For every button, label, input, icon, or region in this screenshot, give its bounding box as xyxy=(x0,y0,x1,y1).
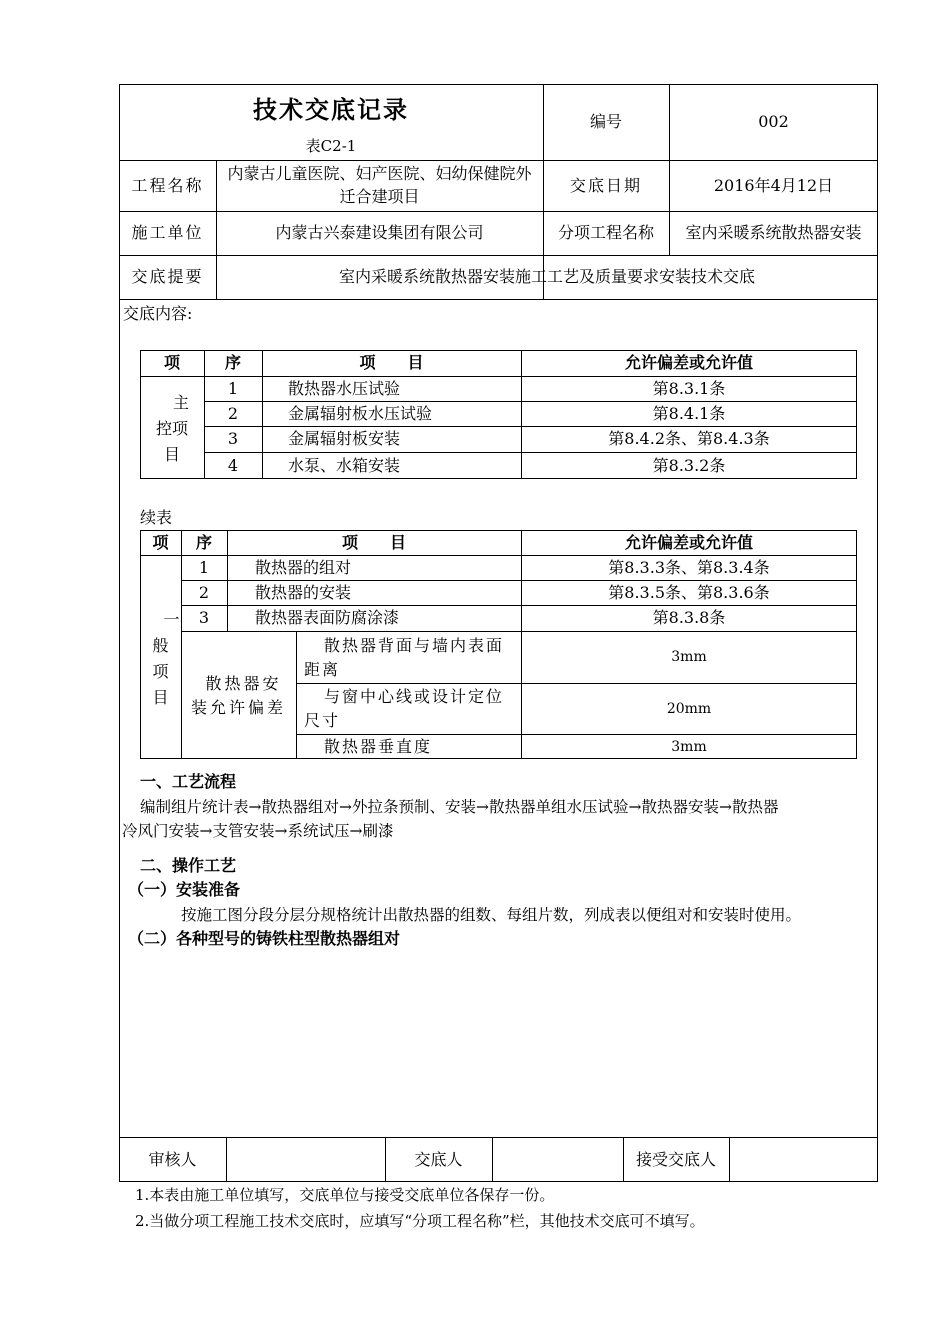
project-label: 工程名称 xyxy=(131,175,204,195)
row-divider xyxy=(119,299,878,300)
table2-row-no: 3 xyxy=(198,608,210,627)
table2-sub-item xyxy=(304,685,519,733)
section1-title: 一、工艺流程 xyxy=(140,772,237,791)
unit-value: 内蒙古兴泰建设集团有限公司 xyxy=(275,223,484,242)
table1-header-value: 允许偏差或允许值 xyxy=(624,353,753,372)
project-value-line2: 迁合建项目 xyxy=(339,187,420,206)
sub-item-line: 尺寸 xyxy=(304,711,341,730)
table1-header-no: 序 xyxy=(224,353,241,372)
table1-row-no: 3 xyxy=(227,429,239,448)
table1-row-no: 2 xyxy=(227,403,239,423)
sub-item-line: 散热器垂直度 xyxy=(324,737,433,756)
table2-header-value: 允许偏差或允许值 xyxy=(624,532,753,552)
table1-header-item: 项 目 xyxy=(359,353,424,372)
form-code: 表C2-1 xyxy=(305,137,357,155)
table2-group-label xyxy=(140,607,181,711)
number-value: 002 xyxy=(758,112,789,131)
table1-row-item: 散热器水压试验 xyxy=(288,378,401,398)
table2-row-value: 第8.3.8条 xyxy=(652,608,726,627)
discloser-field[interactable] xyxy=(492,1137,623,1182)
table2-sub-item xyxy=(304,634,519,682)
content-label: 交底内容: xyxy=(123,304,193,323)
table1-header-category: 项 xyxy=(163,353,180,372)
table2-sub-item xyxy=(304,735,519,759)
project-value-line1: 内蒙古儿童医院、妇产医院、妇幼保健院外 xyxy=(227,164,532,183)
receiver-field[interactable] xyxy=(729,1137,878,1182)
sub-label-line: 装允许偏差 xyxy=(190,698,286,717)
continued-label: 续表 xyxy=(140,508,173,527)
number-label: 编号 xyxy=(589,112,622,131)
date-value: 2016年4月12日 xyxy=(713,175,834,195)
table1-row-no: 1 xyxy=(227,378,239,398)
group-label-line: 项 xyxy=(152,662,169,681)
sub2-title: （二）各种型号的铸铁柱型散热器组对 xyxy=(128,929,401,948)
project-value xyxy=(216,162,543,210)
table1-row-value: 第8.3.2条 xyxy=(652,455,726,475)
table1-row-value: 第8.4.1条 xyxy=(652,403,726,423)
sub-item-line: 与窗中心线或设计定位 xyxy=(324,687,505,706)
section1-line2: 冷风门安装→支管安装→系统试压→刷漆 xyxy=(122,822,394,840)
footer-note-2: 2.当做分项工程施工技术交底时，应填写“分项工程名称”栏，其他技术交底可不填写。 xyxy=(135,1212,705,1230)
table2-row-item: 散热器表面防腐涂漆 xyxy=(255,608,400,627)
reviewer-field[interactable] xyxy=(226,1137,385,1182)
subproject-label: 分项工程名称 xyxy=(557,223,654,242)
unit-label: 施工单位 xyxy=(131,223,204,242)
sub-label-line: 散热器安 xyxy=(205,674,282,693)
sub-item-line: 距离 xyxy=(304,660,341,679)
table1-row-value: 第8.3.1条 xyxy=(652,378,726,398)
section1-line1: 编制组片统计表→散热器组对→外拉条预制、安装→散热器单组水压试验→散热器安装→散热器 xyxy=(140,798,779,816)
form-title: 技术交底记录 xyxy=(253,95,409,124)
table2-col-divider xyxy=(296,631,297,759)
table2-sub-value: 3mm xyxy=(671,738,707,755)
subproject-value: 室内采暖系统散热器安装 xyxy=(685,223,862,242)
group-label-line: 一 xyxy=(163,610,180,629)
table2-sub-value: 20mm xyxy=(666,700,712,717)
footer-note-1: 1.本表由施工单位填写，交底单位与接受交底单位各保存一份。 xyxy=(135,1186,555,1204)
table2-row-no: 2 xyxy=(198,582,210,602)
group-label-line: 控项 xyxy=(155,419,188,438)
group-label-line: 主 xyxy=(172,393,189,412)
table2-row-item: 散热器的组对 xyxy=(255,557,352,577)
sub-item-line: 散热器背面与墙内表面 xyxy=(324,636,505,655)
table1-group-label xyxy=(140,390,204,468)
table2-row-value: 第8.3.3条、第8.3.4条 xyxy=(608,557,770,577)
discloser-label: 交底人 xyxy=(414,1149,463,1169)
table2-header-no: 序 xyxy=(195,532,212,552)
group-label-line: 目 xyxy=(152,688,169,707)
summary-value: 室内采暖系统散热器安装施工工艺及质量要求安装技术交底 xyxy=(338,267,755,286)
date-label: 交底日期 xyxy=(569,175,642,195)
table1-row-no: 4 xyxy=(227,455,239,475)
receiver-label: 接受交底人 xyxy=(635,1149,716,1169)
reviewer-label: 审核人 xyxy=(148,1149,197,1169)
group-label-line: 般 xyxy=(152,636,169,655)
table2-row-no: 1 xyxy=(198,557,210,577)
table2-sub-value: 3mm xyxy=(671,649,707,665)
summary-label: 交底提要 xyxy=(131,267,204,286)
sub1-title: （一）安装准备 xyxy=(128,880,241,899)
table2-header-category: 项 xyxy=(152,532,169,552)
table1-row-item: 金属辐射板水压试验 xyxy=(288,403,433,423)
section2-title: 二、操作工艺 xyxy=(140,856,237,875)
table2-header-item: 项 目 xyxy=(341,532,406,552)
table2-row-value: 第8.3.5条、第8.3.6条 xyxy=(608,582,770,602)
table1-row-item: 金属辐射板安装 xyxy=(288,429,401,448)
sub1-text: 按施工图分段分层分规格统计出散热器的组数、每组片数，列成表以便组对和安装时使用。 xyxy=(181,906,802,924)
table1-row-value: 第8.4.2条、第8.4.3条 xyxy=(608,429,770,448)
table2-row-item: 散热器的安装 xyxy=(255,582,352,602)
group-label-line: 目 xyxy=(163,445,180,464)
table2-sub-label xyxy=(181,672,296,720)
table1-row-item: 水泵、水箱安装 xyxy=(288,455,401,475)
